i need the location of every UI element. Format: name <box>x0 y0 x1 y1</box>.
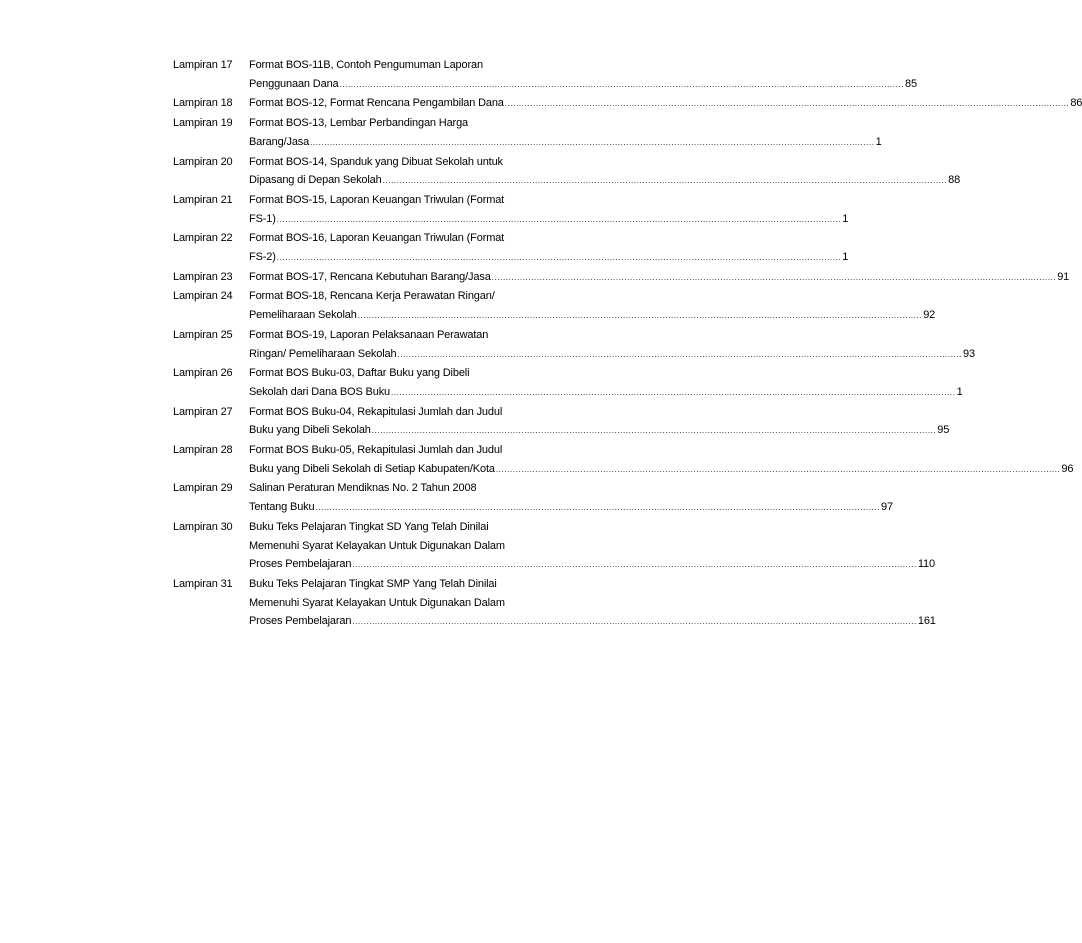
toc-entry-page-number: 1 <box>842 212 849 225</box>
toc-entry-title <box>249 268 1070 288</box>
toc-entry-page-number: 86 <box>1070 97 1082 110</box>
toc-entry-title-line: Format BOS-16, Laporan Keuangan Triwulan (Format <box>249 232 505 245</box>
toc-entry-title-line: Buku Teks Pelajaran Tingkat SD Yang Telah Dinilai <box>249 520 489 533</box>
toc-entry-title-line: Format BOS-12, Format Rencana Pengambilan Dana <box>249 97 504 110</box>
toc-entry-title-line: Barang/Jasa <box>249 135 310 148</box>
dot-leader: ........................................................................................................................................................................................................ <box>339 79 905 89</box>
dot-leader: ........................................................................................................................................................................................................ <box>315 503 881 513</box>
toc-entry-title-line: Buku yang Dibeli Sekolah <box>249 424 371 437</box>
dot-leader: ........................................................................................................................................................................................................ <box>357 311 923 321</box>
toc-entry-label: Lampiran 25 <box>173 328 233 341</box>
toc-entry-title <box>249 575 936 632</box>
toc-entry[interactable] <box>173 56 917 94</box>
toc-entry-page-number: 93 <box>962 347 975 360</box>
toc-entry-label: Lampiran 20 <box>173 155 233 168</box>
toc-entry-title-line: Memenuhi Syarat Kelayakan Untuk Digunakan Dalam <box>249 596 505 609</box>
toc-entry-label: Lampiran 26 <box>173 367 233 380</box>
dot-leader: ........................................................................................................................................................................................................ <box>491 272 1057 282</box>
toc-entry-page-number: 1 <box>875 135 882 148</box>
toc-entry-title-line: FS-1) <box>249 212 276 225</box>
toc-entry-label: Lampiran 18 <box>173 97 233 110</box>
toc-entry-page-number: 97 <box>881 501 893 514</box>
toc-entry[interactable] <box>173 153 961 191</box>
toc-entry-title-line: Format BOS-19, Laporan Pelaksanaan Perawatan <box>249 328 489 341</box>
toc-entry-title <box>249 364 963 402</box>
toc-entry-title-line: Format BOS-15, Laporan Keuangan Triwulan (Format <box>249 193 505 206</box>
toc-entry-title-line: Buku yang Dibeli Sekolah di Setiap Kabupaten/Kota <box>249 462 495 475</box>
toc-entry-title-line: Pemeliharaan Sekolah <box>249 309 357 322</box>
toc-entry[interactable] <box>173 441 1074 479</box>
toc-entry[interactable] <box>173 94 1082 114</box>
toc-entry-title-line: Format BOS-11B, Contoh Pengumuman Laporan <box>249 59 483 71</box>
toc-entry-title <box>249 114 882 152</box>
toc-entry-page-number: 161 <box>917 615 936 628</box>
toc-entry-page-number: 96 <box>1061 462 1074 475</box>
toc-entry-title-line: Format BOS Buku-05, Rekapitulasi Jumlah dan Judul <box>249 444 503 457</box>
toc-entry[interactable] <box>173 364 963 402</box>
toc-entry-title-line: Proses Pembelajaran <box>249 615 352 628</box>
dot-leader: ........................................................................................................................................................................................................ <box>276 253 842 263</box>
toc-entry[interactable] <box>173 575 936 632</box>
toc-entry-title-line: Ringan/ Pemeliharaan Sekolah <box>249 347 397 360</box>
toc-entry-label: Lampiran 17 <box>173 59 233 71</box>
toc-entry[interactable] <box>173 479 893 517</box>
toc-entry[interactable] <box>173 114 882 152</box>
toc-entry-title-line: Proses Pembelajaran <box>249 558 352 571</box>
toc-entry-title-line: FS-2) <box>249 251 276 264</box>
toc-entry-page-number: 92 <box>923 309 936 322</box>
toc-entry-page-number: 95 <box>937 424 950 437</box>
toc-entry-page-number: 110 <box>917 558 935 571</box>
toc-entry-label: Lampiran 24 <box>173 290 233 303</box>
toc-entry-label: Lampiran 21 <box>173 193 233 206</box>
toc-entry-title-line: Sekolah dari Dana BOS Buku <box>249 385 391 398</box>
toc-entry-title-line: Dipasang di Depan Sekolah <box>249 174 382 187</box>
toc-entry[interactable] <box>173 191 849 229</box>
dot-leader: ........................................................................................................................................................................................................ <box>397 349 962 359</box>
toc-entry-title-line: Format BOS Buku-03, Daftar Buku yang Dibeli <box>249 367 470 380</box>
dot-leader: ........................................................................................................................................................................................................ <box>504 99 1070 109</box>
dot-leader: ........................................................................................................................................................................................................ <box>371 426 937 436</box>
toc-entry-title <box>249 287 936 325</box>
toc-entry-label: Lampiran 29 <box>173 482 233 495</box>
toc-entry-title-line: Tentang Buku <box>249 501 315 514</box>
toc-entry[interactable] <box>173 326 975 364</box>
toc-entry-title <box>249 94 1082 114</box>
toc-entry-page-number: 91 <box>1057 270 1070 283</box>
dot-leader: ........................................................................................................................................................................................................ <box>352 560 917 570</box>
table-of-contents <box>173 56 1082 632</box>
toc-entry[interactable] <box>173 229 849 267</box>
toc-entry-page-number: 1 <box>842 251 849 264</box>
toc-entry[interactable] <box>173 518 935 575</box>
toc-entry-page-number: 88 <box>948 174 961 187</box>
toc-entry-title <box>249 441 1074 479</box>
toc-entry-label: Lampiran 31 <box>173 577 233 590</box>
dot-leader: ........................................................................................................................................................................................................ <box>382 176 948 186</box>
toc-entry-title <box>249 403 950 441</box>
toc-entry[interactable] <box>173 268 1070 288</box>
toc-entry-page-number: 1 <box>956 385 963 398</box>
dot-leader: ........................................................................................................................................................................................................ <box>495 464 1061 474</box>
toc-entry-title-line: Buku Teks Pelajaran Tingkat SMP Yang Telah Dinilai <box>249 577 497 590</box>
toc-entry-title <box>249 479 893 517</box>
toc-entry-title-line: Penggunaan Dana <box>249 77 339 90</box>
dot-leader: ........................................................................................................................................................................................................ <box>310 137 875 147</box>
toc-entry[interactable] <box>173 403 950 441</box>
toc-entry-title-line: Salinan Peraturan Mendiknas No. 2 Tahun 2008 <box>249 482 477 495</box>
toc-entry-title-line: Format BOS-17, Rencana Kebutuhan Barang/Jasa <box>249 270 491 283</box>
dot-leader: ........................................................................................................................................................................................................ <box>276 214 842 224</box>
toc-entry-label: Lampiran 19 <box>173 117 233 130</box>
toc-entry-page-number: 85 <box>905 77 917 90</box>
toc-entry-title-line: Format BOS-13, Lembar Perbandingan Harga <box>249 117 469 130</box>
toc-entry-title <box>249 518 935 575</box>
toc-entry-title <box>249 191 849 229</box>
toc-entry-title <box>249 153 961 191</box>
toc-entry-label: Lampiran 28 <box>173 444 233 457</box>
toc-entry-title <box>249 229 849 267</box>
dot-leader: ........................................................................................................................................................................................................ <box>352 617 917 627</box>
dot-leader: ........................................................................................................................................................................................................ <box>391 387 956 397</box>
toc-entry-title-line: Format BOS-18, Rencana Kerja Perawatan Ringan/ <box>249 290 495 303</box>
toc-entry-label: Lampiran 27 <box>173 405 233 418</box>
toc-entry-title <box>249 56 917 94</box>
toc-entry-label: Lampiran 22 <box>173 232 233 245</box>
toc-entry-title-line: Format BOS Buku-04, Rekapitulasi Jumlah dan Judul <box>249 405 503 418</box>
toc-entry-label: Lampiran 23 <box>173 270 233 283</box>
toc-entry-title <box>249 326 975 364</box>
toc-entry-title-line: Memenuhi Syarat Kelayakan Untuk Digunakan Dalam <box>249 539 505 552</box>
toc-entry-label: Lampiran 30 <box>173 520 233 533</box>
toc-entry-title-line: Format BOS-14, Spanduk yang Dibuat Sekolah untuk <box>249 155 503 168</box>
toc-entry[interactable] <box>173 287 936 325</box>
